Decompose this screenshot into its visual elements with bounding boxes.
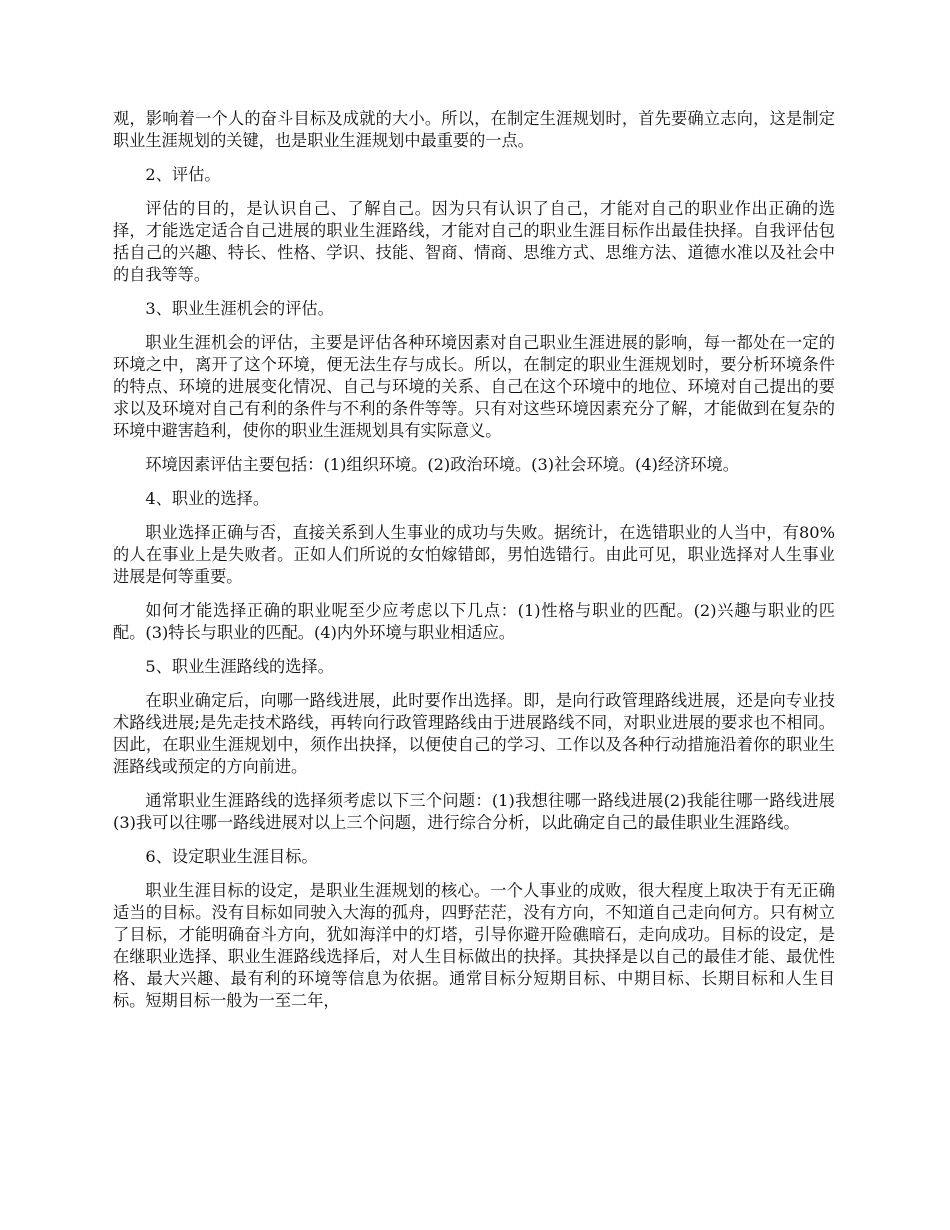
paragraph-career-path: 在职业确定后，向哪一路线进展，此时要作出选择。即，是向行政管理路线进展，还是向专业技术路线进展;是先走技术路线，再转向行政管理路线由于进展路线不同，对职业进展的要求也不相同。因此，在职业生涯规划中，须作出抉择，以便使自己的学习、工作以及各种行动措施沿着你的职业生涯路线或预定的方向前进。 xyxy=(113,691,835,776)
section-heading-career-choice: 4、职业的选择。 xyxy=(145,489,270,508)
paragraph-environment-factors: 环境因素评估主要包括：(1)组织环境。(2)政治环境。(3)社会环境。(4)经济环境。 xyxy=(145,455,739,474)
section-heading-career-goals: 6、设定职业生涯目标。 xyxy=(145,847,318,866)
paragraph-career-path-questions: 通常职业生涯路线的选择须考虑以下三个问题：(1)我想往哪一路线进展(2)我能往哪一路线进展(3)我可以往哪一路线进展对以上三个问题，进行综合分析，以此确定自己的最佳职业生涯路线。 xyxy=(113,791,835,832)
paragraph-intro-continuation: 观，影响着一个人的奋斗目标及成就的大小。所以，在制定生涯规划时，首先要确立志向，这是制定职业生涯规划的关键，也是职业生涯规划中最重要的一点。 xyxy=(113,109,835,150)
section-heading-evaluation: 2、评估。 xyxy=(145,165,221,184)
paragraph-evaluation: 评估的目的，是认识自己、了解自己。因为只有认识了自己，才能对自己的职业作出正确的选择，才能选定适合自己进展的职业生涯路线，才能对自己的职业生涯目标作出最佳抉择。自我评估包括自己的兴趣、特长、性格、学识、技能、智商、情商、思维方式、思维方法、道德水准以及社会中的自我等等。 xyxy=(113,199,835,284)
paragraph-career-choice: 职业选择正确与否，直接关系到人生事业的成功与失败。据统计，在选错职业的人当中，有80%的人在事业上是失败者。正如人们所说的女怕嫁错郎，男怕选错行。由此可见，职业选择对人生事业进展是何等重要。 xyxy=(113,523,835,586)
section-heading-career-path: 5、职业生涯路线的选择。 xyxy=(145,657,334,676)
document-body xyxy=(113,108,835,1024)
paragraph-opportunity-evaluation: 职业生涯机会的评估，主要是评估各种环境因素对自己职业生涯进展的影响，每一都处在一定的环境之中，离开了这个环境，便无法生存与成长。所以，在制定的职业生涯规划时，要分析环境条件的特点、环境的进展变化情况、自己与环境的关系、自己在这个环境中的地位、环境对自己提出的要求以及环境对自己有利的条件与不利的条件等等。只有对这些环境因素充分了解，才能做到在复杂的环境中避害趋利，使你的职业生涯规划具有实际意义。 xyxy=(113,333,835,440)
section-heading-opportunity-evaluation: 3、职业生涯机会的评估。 xyxy=(145,299,334,318)
paragraph-career-goals: 职业生涯目标的设定，是职业生涯规划的核心。一个人事业的成败，很大程度上取决于有无正确适当的目标。没有目标如同驶入大海的孤舟，四野茫茫，没有方向，不知道自己走向何方。只有树立了目标，才能明确奋斗方向，犹如海洋中的灯塔，引导你避开险礁暗石，走向成功。目标的设定，是在继职业选择、职业生涯路线选择后，对人生目标做出的抉择。其抉择是以自己的最佳才能、最优性格、最大兴趣、最有利的环境等信息为依据。通常目标分短期目标、中期目标、长期目标和人生目标。短期目标一般为一至二年， xyxy=(113,881,835,1010)
paragraph-career-choice-points: 如何才能选择正确的职业呢至少应考虑以下几点：(1)性格与职业的匹配。(2)兴趣与职业的匹配。(3)特长与职业的匹配。(4)内外环境与职业相适应。 xyxy=(113,601,835,642)
